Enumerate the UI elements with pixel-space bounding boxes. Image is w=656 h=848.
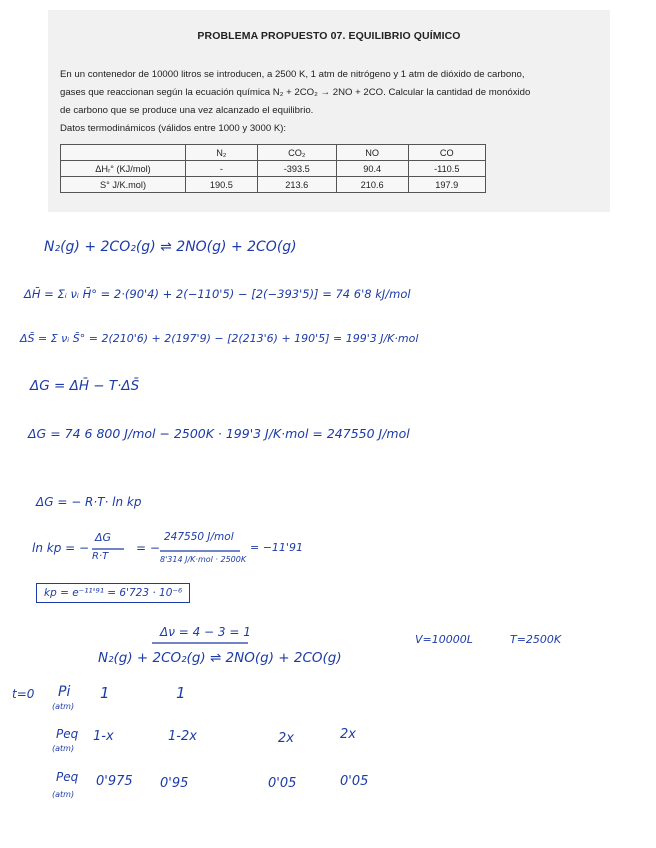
pi-value-n2: 1 xyxy=(100,684,110,702)
ice-reaction: N₂(g) + 2CO₂(g) ⇌ 2NO(g) + 2CO(g) xyxy=(98,650,342,666)
peq-unit: (atm) xyxy=(52,744,75,753)
table-cell: 213.6 xyxy=(257,177,336,193)
table-cell: -393.5 xyxy=(257,161,336,177)
time-zero-label: t=0 xyxy=(12,687,35,701)
table-header: CO₂ xyxy=(257,145,336,161)
peq-expr-co2: 1-2x xyxy=(168,729,197,744)
table-header: N₂ xyxy=(186,145,258,161)
statement-line: de carbono que se produce una vez alcanzado el equilibrio. xyxy=(60,105,314,116)
pi-label: Pi xyxy=(58,684,71,700)
table-header: CO xyxy=(408,145,485,161)
gibbs-calculation: ΔG = 74 6 800 J/mol − 2500K · 199'3 J/K·mol = 247550 J/mol xyxy=(28,426,410,441)
table-cell: ΔHᵣ° (KJ/mol) xyxy=(61,161,186,177)
peq-expr-no: 2x xyxy=(278,731,294,746)
peq-numeric-unit: (atm) xyxy=(52,790,75,799)
kp-result-box: kp = e⁻¹¹'⁹¹ = 6'723 · 10⁻⁶ xyxy=(36,583,190,603)
pi-unit: (atm) xyxy=(52,702,75,711)
table-cell: 90.4 xyxy=(336,161,408,177)
temperature-label: T=2500K xyxy=(510,633,562,646)
lnkp-lhs: ln kp = − xyxy=(32,541,90,555)
problem-title: PROBLEMA PROPUESTO 07. EQUILIBRIO QUÍMICO xyxy=(197,30,461,42)
peq-expr-n2: 1-x xyxy=(93,729,114,744)
peq-numeric-label: Peq xyxy=(56,770,79,784)
peq-num-no: 0'05 xyxy=(268,776,297,791)
delta-nu: Δν = 4 − 3 = 1 xyxy=(160,625,251,639)
peq-num-co2: 0'95 xyxy=(160,776,189,791)
lnkp-numerator: ΔG xyxy=(95,531,112,544)
lnkp-denominator-value: 8'314 J/K·mol · 2500K xyxy=(160,555,247,564)
table-cell: S° J/K.mol) xyxy=(61,177,186,193)
table-cell: 197.9 xyxy=(408,177,485,193)
statement-line: gases que reaccionan según la ecuación química N₂ + 2CO₂ → 2NO + 2CO. Calcular la cantidad de monóxido xyxy=(60,87,531,98)
peq-num-co: 0'05 xyxy=(340,774,369,789)
table-header: NO xyxy=(336,145,408,161)
lnkp-result: = −11'91 xyxy=(250,541,303,554)
peq-expr-co: 2x xyxy=(340,727,356,742)
gibbs-definition: ΔG = ΔH̄ − T·ΔS̄ xyxy=(30,378,140,394)
data-caption: Datos termodinámicos (válidos entre 1000 y 3000 K): xyxy=(60,123,287,134)
lnkp-denominator: R·T xyxy=(92,551,109,562)
table-cell: 190.5 xyxy=(186,177,258,193)
gibbs-lnk-relation: ΔG = − R·T· ln kp xyxy=(36,495,142,509)
entropy-calculation: ΔS̄ = Σ νᵢ S̄° = 2(210'6) + 2(197'9) − [2(213'6) + 190'5] = 199'3 J/K·mol xyxy=(20,332,419,345)
volume-label: V=10000L xyxy=(415,633,473,646)
table-cell: 210.6 xyxy=(336,177,408,193)
pi-value-co2: 1 xyxy=(176,684,186,702)
peq-label: Peq xyxy=(56,727,79,741)
lnkp-numerator-value: 247550 J/mol xyxy=(164,531,234,543)
enthalpy-calculation: ΔH̄ = Σᵢ νᵢ H̄° = 2·(90'4) + 2(−110'5) − [2(−393'5)] = 74 6'8 kJ/mol xyxy=(24,287,411,301)
statement-line: En un contenedor de 10000 litros se introducen, a 2500 K, 1 atm de nitrógeno y 1 atm de dióxido de carbono, xyxy=(60,69,525,80)
lnkp-equals: = − xyxy=(136,541,160,555)
table-cell: -110.5 xyxy=(408,161,485,177)
balanced-reaction: N₂(g) + 2CO₂(g) ⇌ 2NO(g) + 2CO(g) xyxy=(44,239,297,255)
table-cell: - xyxy=(186,161,258,177)
peq-num-n2: 0'975 xyxy=(96,774,133,789)
